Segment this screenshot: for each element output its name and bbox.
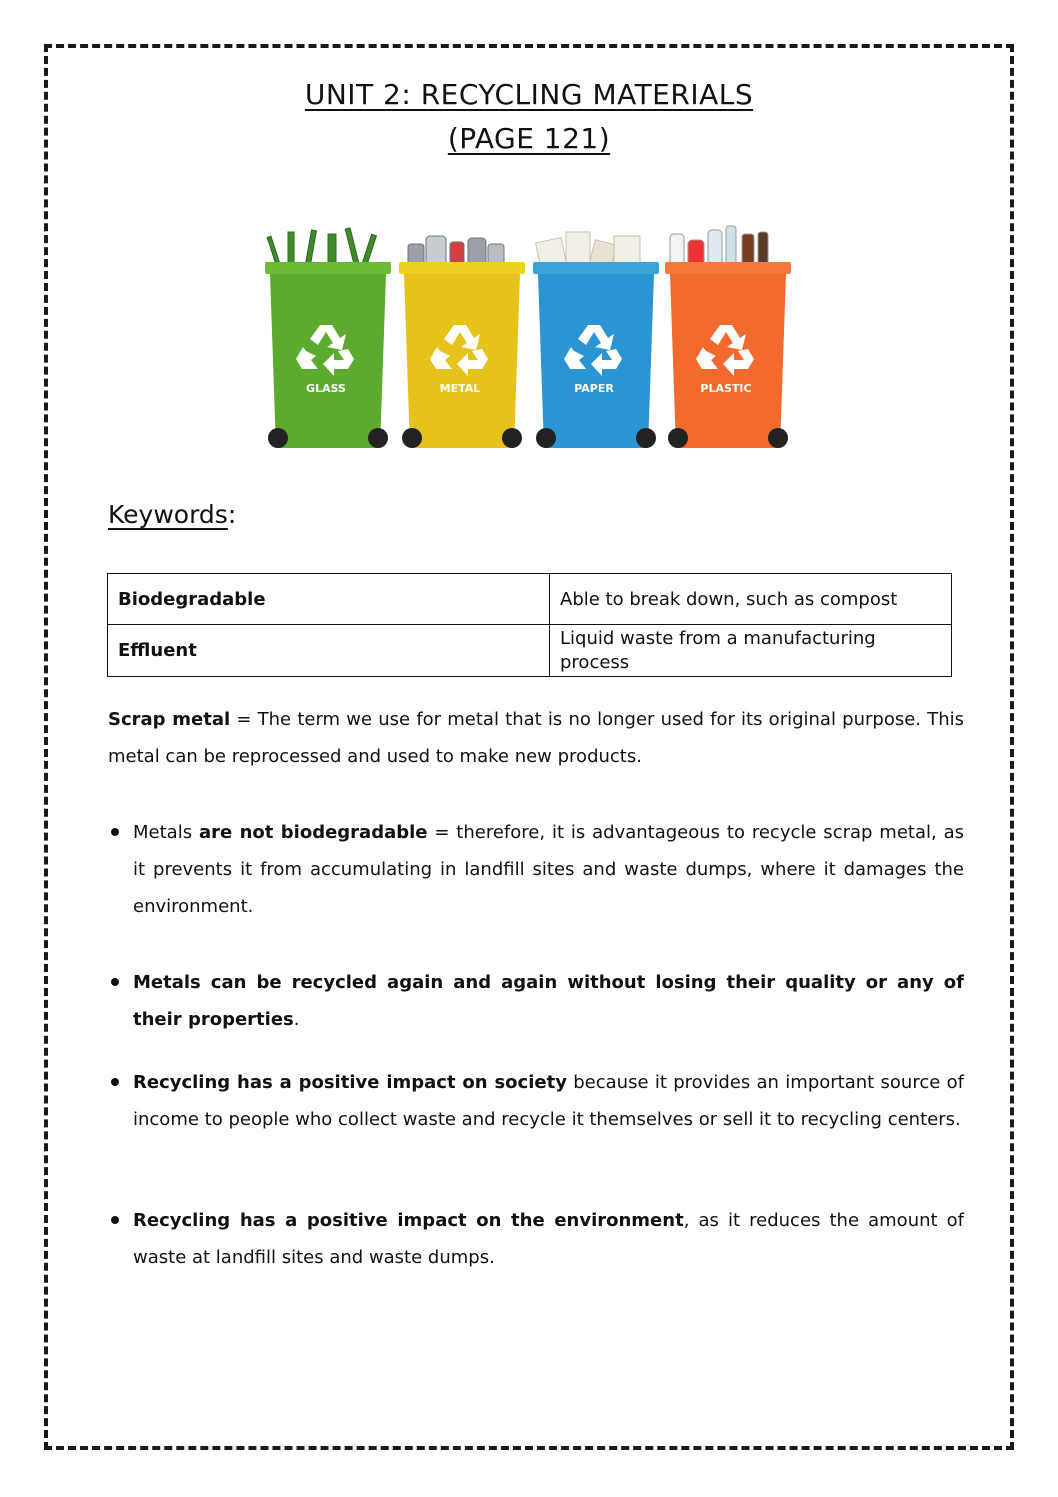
list-item: Metals can be recycled again and again without losing their quality or any of their properties.: [108, 964, 964, 1038]
keyword-definition: Liquid waste from a manufacturing process: [550, 625, 952, 677]
keyword-term: Biodegradable: [108, 574, 550, 625]
glass-bin: [265, 228, 391, 448]
metal-bin: [399, 236, 525, 448]
scrap-metal-definition: Scrap metal = The term we use for metal that is no longer used for its original purpose. This metal can be reprocessed and used to make new products.: [108, 709, 964, 767]
plastic-bin-label: PLASTIC: [700, 382, 752, 395]
plastic-bin: [665, 226, 791, 448]
glass-bin-label: GLASS: [306, 382, 346, 395]
paper-bin: [533, 232, 659, 448]
keyword-definition: Able to break down, such as compost: [550, 574, 952, 625]
paper-bin-label: PAPER: [574, 382, 614, 395]
page-reference: (PAGE 121): [447, 122, 611, 155]
list-item: Metals are not biodegradable = therefore, it is advantageous to recycle scrap metal, as it prevents it from accumulating in landfill sites and waste dumps, where it damages the environment.: [108, 814, 964, 925]
table-row: [108, 625, 952, 677]
metal-bin-label: METAL: [439, 382, 481, 395]
table-row: [108, 574, 952, 625]
keyword-term: Effluent: [108, 625, 550, 677]
list-item: Recycling has a positive impact on the environment, as it reduces the amount of waste at landfill sites and waste dumps.: [108, 1202, 964, 1276]
keywords-heading: Keywords:: [108, 500, 237, 529]
recycling-bins-illustration: [258, 222, 798, 458]
keywords-table: [107, 573, 952, 677]
page-title: UNIT 2: RECYCLING MATERIALS: [304, 78, 754, 111]
list-item: Recycling has a positive impact on society because it provides an important source of income to people who collect waste and recycle it themselves or sell it to recycling centers.: [108, 1064, 964, 1138]
